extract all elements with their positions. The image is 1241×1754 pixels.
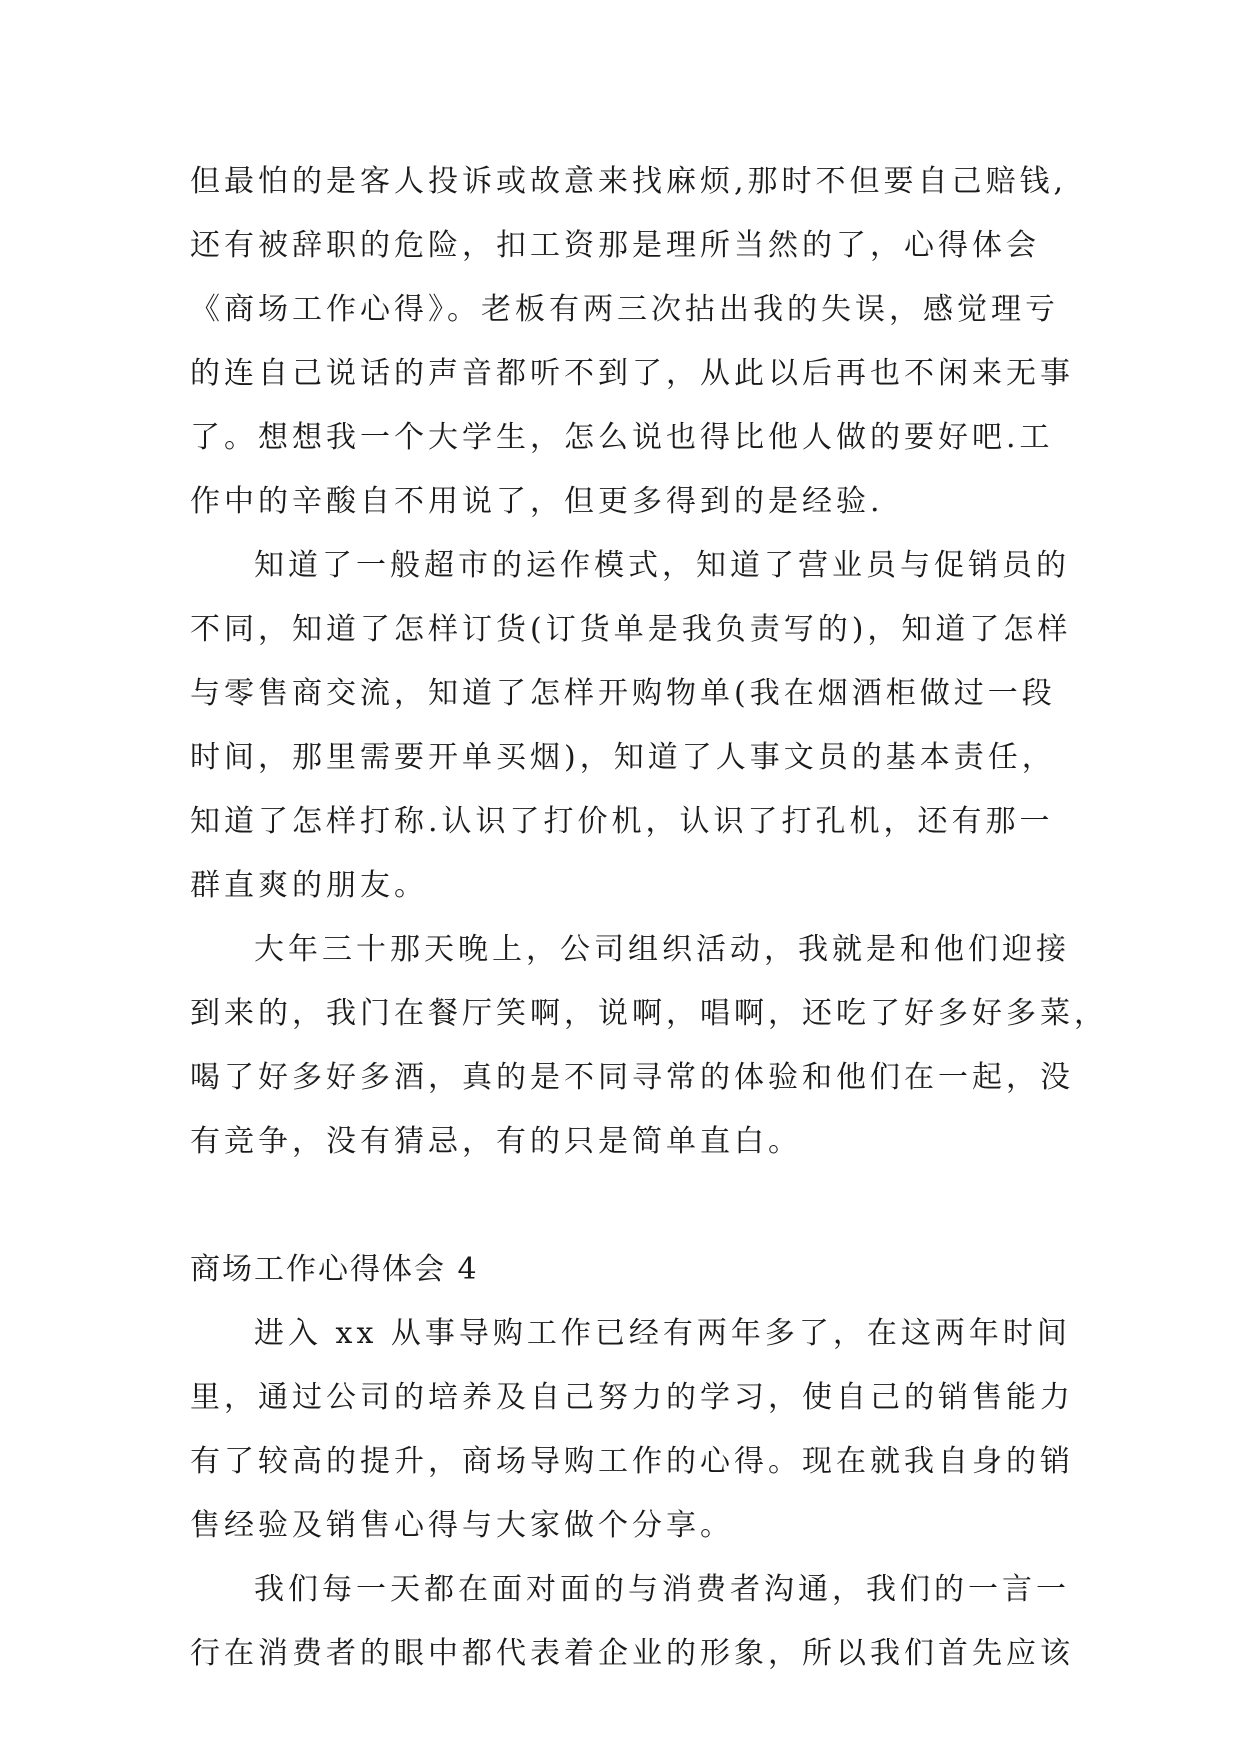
section-heading: 商场工作心得体会 4 [190,1252,479,1287]
text-line: 售经验及销售心得与大家做个分享。 [190,1508,734,1543]
text-line: 不同，知道了怎样订货(订货单是我负责写的)，知道了怎样 [190,612,1072,647]
paragraph-3 [190,918,1108,1174]
text-line: 大年三十那天晚上，公司组织活动，我就是和他们迎接 [254,932,1070,967]
text-line: 还有被辞职的危险，扣工资那是理所当然的了，心得体会 [190,228,1040,263]
text-line: 有竞争，没有猜忌，有的只是简单直白。 [190,1124,802,1159]
paragraph-2 [190,534,1070,918]
text-line: 喝了好多好多酒，真的是不同寻常的体验和他们在一起，没 [190,1060,1074,1095]
spacer [190,1174,1070,1238]
text-line: 作中的辛酸自不用说了，但更多得到的是经验. [190,484,884,519]
text-line: 里，通过公司的培养及自己努力的学习，使自己的销售能力 [190,1380,1074,1415]
paragraph-5 [190,1558,1074,1686]
text-line: 但最怕的是客人投诉或故意来找麻烦,那时不但要自己赔钱, [190,164,1068,199]
text-line: 进入 xx 从事导购工作已经有两年多了，在这两年时间 [254,1316,1071,1351]
document-body [190,150,1108,1686]
text-line: 行在消费者的眼中都代表着企业的形象，所以我们首先应该 [190,1636,1074,1671]
text-line: 与零售商交流，知道了怎样开购物单(我在烟酒柜做过一段 [190,676,1056,711]
paragraph-1 [190,150,1074,534]
text-line: 时间，那里需要开单买烟)，知道了人事文员的基本责任， [190,740,1056,775]
text-line: 到来的，我门在餐厅笑啊，说啊，唱啊，还吃了好多好多菜， [190,996,1108,1031]
text-line: 有了较高的提升，商场导购工作的心得。现在就我自身的销 [190,1444,1074,1479]
text-line: 《商场工作心得》。老板有两三次拈出我的失误，感觉理亏 [190,292,1059,327]
text-line: 群直爽的朋友。 [190,868,428,903]
text-line: 知道了怎样打称.认识了打价机，认识了打孔机，还有那一 [190,804,1054,839]
text-line: 的连自己说话的声音都听不到了，从此以后再也不闲来无事 [190,356,1074,391]
text-line: 我们每一天都在面对面的与消费者沟通，我们的一言一 [254,1572,1070,1607]
paragraph-4 [190,1302,1074,1558]
text-line: 知道了一般超市的运作模式，知道了营业员与促销员的 [254,548,1070,583]
text-line: 了。想想我一个大学生，怎么说也得比他人做的要好吧.工 [190,420,1054,455]
